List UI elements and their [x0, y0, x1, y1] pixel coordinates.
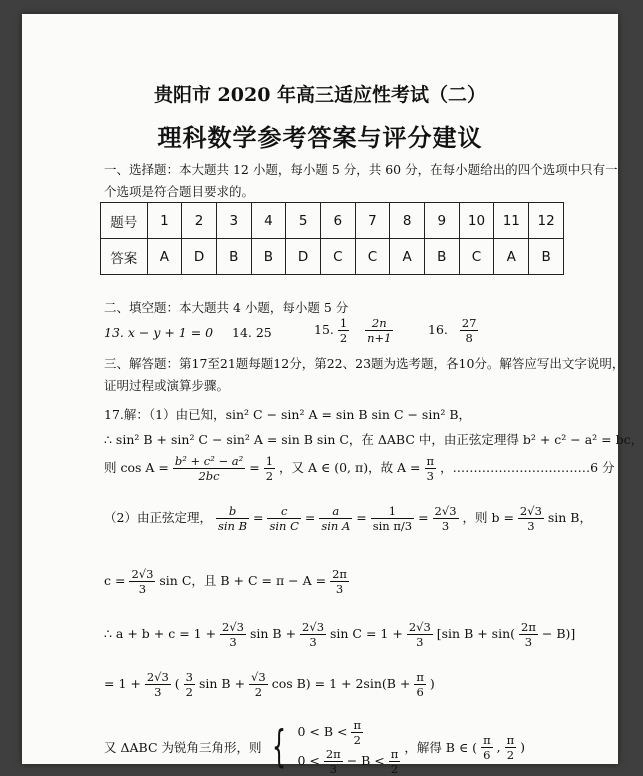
- fraction: $\frac{2\pi}{3}$: [325, 747, 341, 776]
- table-cell: C: [355, 239, 390, 275]
- table-cell: C: [320, 239, 355, 275]
- row-header-number: 题号: [101, 203, 148, 239]
- fraction: $\frac{b}{\text{sin B}}$: [217, 504, 248, 533]
- exam-page: [22, 14, 643, 776]
- table-cell: 12: [529, 203, 564, 239]
- fraction: $\frac{\pi}{3}$: [426, 454, 435, 483]
- table-cell: 6: [320, 203, 355, 239]
- answer-table: [100, 202, 564, 275]
- table-cell: 8: [390, 203, 425, 239]
- answer-13: 13. x − y + 1 = 0: [104, 325, 214, 340]
- left-brace: {: [272, 721, 287, 772]
- table-cell: 10: [459, 203, 494, 239]
- table-cell: 7: [355, 203, 390, 239]
- answer-15: [314, 316, 393, 345]
- page-subtitle: 理科数学参考答案与评分建议: [157, 123, 483, 152]
- solution-line-7: = 1 + $\frac{2√3}{3}$ ( $\frac{3}{2}$ sin B + $\frac{√3}{2}$ cos B) = 1 + 2sin(B + $\frac{\pi}{6}$ ): [104, 670, 435, 699]
- table-cell: 9: [424, 203, 459, 239]
- table-cell: A: [147, 239, 182, 275]
- fraction: $\frac{c}{\text{sin C}}$: [269, 504, 299, 533]
- fraction: $\frac{2√3}{3}$: [131, 567, 154, 596]
- table-cell: D: [286, 239, 321, 275]
- table-cell: 5: [286, 203, 321, 239]
- fraction: $\frac{2√3}{3}$: [222, 620, 244, 649]
- fraction: $\frac{\text{b² + c² − a²}}{2bc}$: [174, 454, 244, 483]
- table-cell: B: [251, 239, 286, 275]
- section3-line1: 三、解答题：第17至21题每题12分，第22、23题为选考题，各10分。解答应写出文字说明，: [104, 356, 625, 371]
- table-cell: B: [424, 239, 459, 275]
- fraction: $\frac{\pi}{2}$: [390, 747, 399, 776]
- answer-15-label: 15.: [314, 322, 334, 337]
- fraction: $\frac{\pi}{2}$: [506, 732, 515, 762]
- fraction: $\frac{1}{2}$: [265, 454, 274, 483]
- inequality-system: 0 < B < $\frac{\pi}{2}$ 0 < $\frac{2\pi}{3}$ − B < $\frac{\pi}{2}$: [297, 718, 399, 776]
- fraction: $\frac{a}{\text{sin A}}$: [321, 504, 351, 533]
- table-cell: 11: [494, 203, 529, 239]
- table-cell: C: [459, 239, 494, 275]
- fraction: $\frac{27}{8}$: [461, 316, 477, 345]
- answer-14: 14. 25: [232, 325, 272, 340]
- section1-line2: 个选项是符合题目要求的。: [104, 184, 255, 199]
- page-title: 贵阳市 2020 年高三适应性考试（二）: [153, 84, 487, 106]
- fraction: $\frac{2n}{n+1}$: [367, 316, 392, 345]
- table-row: [101, 239, 564, 275]
- table-cell: D: [182, 239, 217, 275]
- table-cell: 3: [216, 203, 251, 239]
- fraction: $\frac{3}{2}$: [185, 670, 193, 699]
- table-cell: 1: [147, 203, 182, 239]
- table-cell: 4: [251, 203, 286, 239]
- solution-line-6: ∴ a + b + c = 1 + $\frac{2√3}{3}$ sin B + $\frac{2√3}{3}$ sin C = 1 + $\frac{2√3}{3}$ [sin B + sin( $\frac{2\pi}{3}$ − B)]: [104, 620, 576, 649]
- answer-16: [428, 316, 478, 345]
- fraction: $\frac{\pi}{6}$: [483, 732, 491, 762]
- fraction: $\frac{2√3}{3}$: [408, 620, 431, 649]
- fraction: $\frac{1}{2}$: [339, 316, 348, 345]
- section2-heading: 二、填空题：本大题共 4 小题，每小题 5 分: [104, 300, 349, 315]
- table-cell: B: [529, 239, 564, 275]
- table-cell: B: [216, 239, 251, 275]
- table-cell: A: [390, 239, 425, 275]
- fraction: $\frac{2\pi}{3}$: [521, 620, 536, 649]
- table-cell: A: [494, 239, 529, 275]
- fraction: $\frac{2\pi}{3}$: [332, 567, 347, 596]
- solution-line-1: 17.解：（1）由已知，sin² C − sin² A = sin B sin C − sin² B，: [104, 407, 472, 422]
- row-header-answer: 答案: [101, 239, 148, 275]
- solution-line-2: ∴ sin² B + sin² C − sin² A = sin B sin C，在 ΔABC 中，由正弦定理得 b² + c² − a² = bc，: [104, 432, 643, 447]
- fraction: $\frac{2√3}{3}$: [519, 504, 542, 533]
- solution-line-5: c = $\frac{2√3}{3}$ sin C，且 B + C = π − A = $\frac{2\pi}{3}$: [104, 567, 347, 596]
- fraction: $\frac{\pi}{2}$: [353, 718, 362, 747]
- section1-line1: 一、选择题：本大题共 12 小题，每小题 5 分，共 60 分，在每小题给出的四个选项中只有一: [104, 162, 618, 177]
- table-cell: 2: [182, 203, 217, 239]
- section3-line2: 证明过程或演算步骤。: [104, 378, 230, 393]
- solution-line-8: 又 ΔABC 为锐角三角形，则 { 0 < B < $\frac{\pi}{2}$ 0 < $\frac{2\pi}{3}$ − B < $\frac{\pi}{2}$ ，解得 B ∈ ( $\frac{\pi}{6}$ , $\frac{\pi}{2}$ ): [104, 718, 526, 776]
- fraction: $\frac{1}{\text{sin π/3}}$: [372, 504, 413, 533]
- fraction: $\frac{\pi}{6}$: [416, 670, 424, 699]
- fraction: $\frac{2√3}{3}$: [434, 504, 457, 533]
- solution-line-3: 则 cos A = $\frac{\text{b² + c² − a²}}{2bc}$ = $\frac{1}{2}$ ，又 A ∈ (0, π)，故 A = $\frac{\pi}{3}$ ，……………………………6 分: [104, 454, 615, 483]
- fraction: $\frac{2√3}{3}$: [146, 670, 169, 699]
- solution-line-4: （2）由正弦定理， $\frac{b}{\text{sin B}}$ = $\frac{c}{\text{sin C}}$ = $\frac{a}{\text{sin A}}$ = $\frac{1}{\text{sin π/3}}$ = $\frac{2√3}{3}$ ，则 b = $\frac{2√3}{3}$ sin B，: [104, 504, 592, 533]
- fraction: $\frac{2√3}{3}$: [302, 620, 325, 649]
- answer-16-label: 16.: [428, 322, 448, 337]
- table-row: [101, 203, 564, 239]
- fraction: $\frac{√3}{2}$: [251, 670, 266, 699]
